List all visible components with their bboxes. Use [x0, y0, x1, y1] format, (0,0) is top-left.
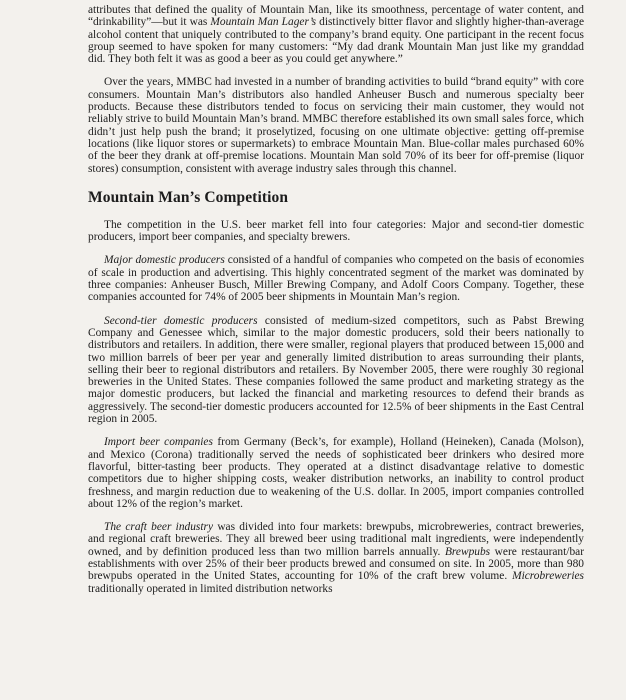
paragraph-import-beer: Import beer companies from Germany (Beck’s, for example), Holland (Heineken), Canada (Molson), and Mexico (Corona) traditionally served the needs of sophisticated beer drinkers who desired more flavorful, bitter-tasting beer products. They operated at a distinct disadvantage relative to domestic competitors due to higher shipping costs, weaker distribution networks, an inability to control product freshness, and margin reduction due to weakening of the U.S. dollar. In 2005, import companies controlled about 12% of the region’s market.: [88, 436, 584, 510]
paragraph-major-domestic: Major domestic producers consisted of a handful of companies who competed on the basis of economies of scale in production and advertising. This highly concentrated segment of the market was dominated by three companies: Anheuser Busch, Miller Brewing Company, and Adolf Coors Company. Together, these companies accounted for 74% of 2005 beer shipments in Mountain Man’s region.: [88, 254, 584, 304]
paragraph-craft-beer: The craft beer industry was divided into four markets: brewpubs, microbreweries, contract breweries, and regional craft breweries. They all brewed beer using traditional malt ingredients, were independently owned, and by definition produced less than two million barrels annually. Brewpubs were restaurant/bar establishments with over 25% of their beer products brewed and consumed on site. In 2005, more than 980 brewpubs operated in the United States, accounting for 10% of the craft brew volume. Microbreweries traditionally operated in limited distribution networks: [88, 521, 584, 595]
paragraph-brand-attributes: attributes that defined the quality of Mountain Man, like its smoothness, percentage of water content, and “drinkability”—but it was Mountain Man Lager’s distinctively bitter flavor and slightly higher-than-average alcohol content that uniquely contributed to the company’s brand equity. One participant in the recent focus group seemed to have spoken for many customers: “My dad drank Mountain Man just like my granddad did. They both felt it was as good a beer as you could get anywhere.”: [88, 4, 585, 66]
paragraph-competition-intro: The competition in the U.S. beer market fell into four categories: Major and second-tier domestic producers, import beer companies, and specialty brewers.: [88, 218, 584, 244]
section-heading-competition: Mountain Man’s Competition: [88, 188, 289, 206]
paragraph-branding-activities: Over the years, MMBC had invested in a number of branding activities to build “brand equity” with core consumers. Mountain Man’s distributors also handled Anheuser Busch and numerous specialty beer products. Because these distributors tended to focus on servicing their main customer, they would not reliably strive to build Mountain Man’s brand. MMBC therefore established its own small sales force, which didn’t just help push the brand; it proselytized, focusing on one ultimate objective: getting off-premise locations (like liquor stores or supermarkets) to embrace Mountain Man. Blue-collar males purchased 60% of the beer they drank at off-premise locations. Mountain Man sold 70% of its beer for off-premise (liquor stores) consumption, consistent with average industry sales through this channel.: [88, 76, 584, 175]
paragraph-second-tier: Second-tier domestic producers consisted of medium-sized competitors, such as Pabst Brewing Company and Genessee which, similar to the major domestic producers, sold their beers nationally to distributors and retailers. In addition, there were smaller, regional players that produced between 15,000 and two million barrels of beer per year and generally limited distribution to areas surrounding their plants, selling their beer to regional distributors and retailers. By November 2005, there were roughly 30 regional breweries in the United States. These companies followed the same product and marketing strategy as the major domestic producers, but lacked the financial and marketing resources to defend their brands as aggressively. The second-tier domestic producers accounted for 12.5% of beer shipments in the East Central region in 2005.: [88, 314, 584, 426]
